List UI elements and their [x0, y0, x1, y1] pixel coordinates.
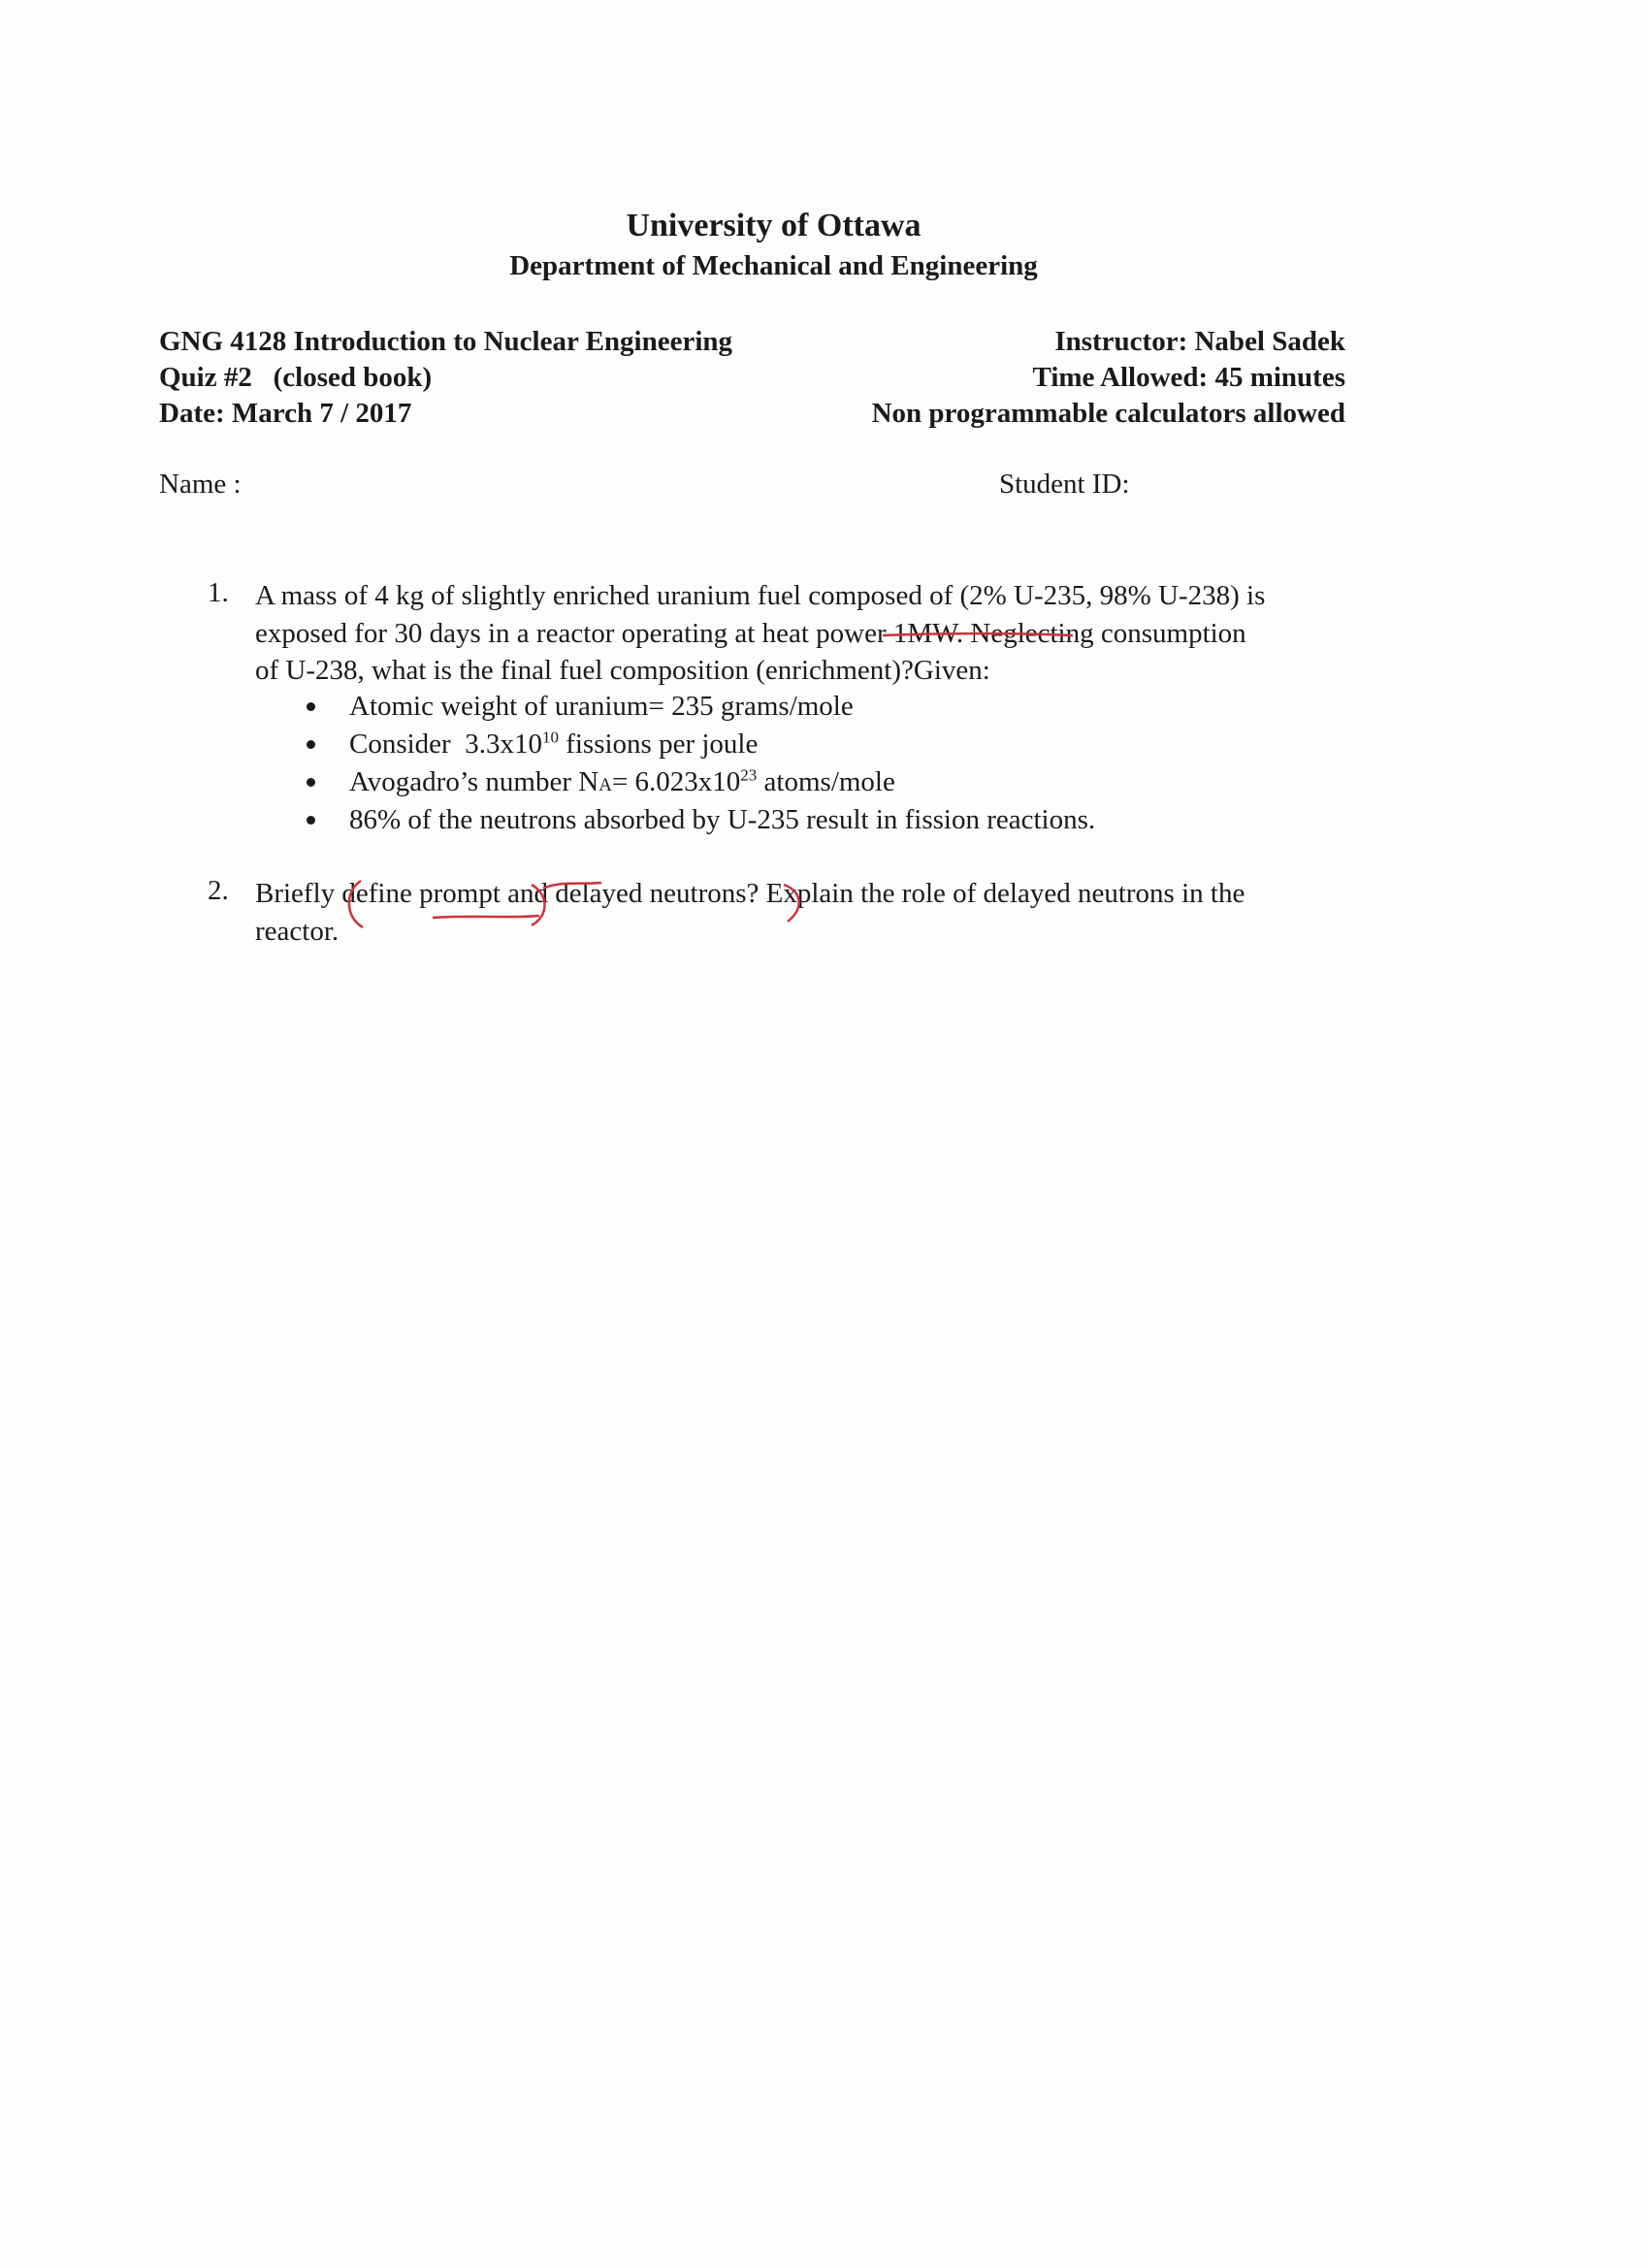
- given-avogadro-subscript: A: [598, 775, 612, 795]
- question-1-line-1: A mass of 4 kg of slightly enriched uranium fuel composed of (2% U-235, 98% U-238) is: [255, 580, 1266, 611]
- calculator-policy: Non programmable calculators allowed: [871, 398, 1345, 429]
- given-avogadro-prefix: Avogadro’s number N: [349, 766, 599, 797]
- bullet-icon: [307, 740, 315, 749]
- question-2-line-2: reactor.: [255, 915, 340, 947]
- university-title: University of Ottawa: [626, 208, 922, 243]
- given-item-avogadro: [255, 763, 1095, 801]
- exam-info-block: [872, 324, 1345, 432]
- time-allowed: Time Allowed: 45 minutes: [1032, 362, 1345, 393]
- question-1-text: [255, 577, 1265, 690]
- given-fissions-suffix: fissions per joule: [558, 729, 759, 760]
- quiz-date: Date: March 7 / 2017: [159, 398, 412, 429]
- student-id-field-label: Student ID:: [999, 469, 1130, 500]
- bullet-icon: [307, 816, 315, 825]
- question-2-text: [255, 875, 1245, 950]
- bullet-icon: [307, 778, 315, 787]
- given-absorbed-text: 86% of the neutrons absorbed by U-235 result in fission reactions.: [349, 804, 1096, 835]
- course-title: GNG 4128 Introduction to Nuclear Engineering: [159, 326, 733, 357]
- given-avogadro-suffix: atoms/mole: [757, 766, 895, 797]
- question-1-number: 1.: [208, 577, 229, 608]
- given-item-fissions: [255, 726, 1095, 763]
- department-title: Department of Mechanical and Engineering: [509, 250, 1038, 281]
- given-atomic-weight-text: Atomic weight of uranium= 235 grams/mole: [349, 691, 854, 722]
- given-avogadro-exponent: 23: [740, 765, 758, 785]
- question-1-line-2: exposed for 30 days in a reactor operating at heat power 1MW. Neglecting consumption: [255, 617, 1246, 649]
- given-item-atomic-weight: [255, 688, 1095, 726]
- instructor-name: Instructor: Nabel Sadek: [1054, 326, 1345, 357]
- given-fissions-exponent: 10: [541, 728, 559, 747]
- bullet-icon: [307, 702, 315, 711]
- given-list: [255, 688, 1095, 839]
- question-1-line-3: of U-238, what is the final fuel composition (enrichment)?Given:: [255, 655, 990, 686]
- quiz-label: Quiz #2 (closed book): [159, 362, 433, 393]
- course-info-block: [159, 324, 732, 432]
- given-avogadro-mid: = 6.023x10: [611, 766, 741, 797]
- question-2-line-1: Briefly define prompt and delayed neutrons? Explain the role of delayed neutrons in the: [255, 878, 1245, 909]
- given-fissions-prefix: Consider 3.3x10: [349, 729, 542, 760]
- question-2-number: 2.: [208, 875, 229, 906]
- name-field-label: Name :: [159, 469, 242, 500]
- given-item-absorbed: [255, 801, 1095, 839]
